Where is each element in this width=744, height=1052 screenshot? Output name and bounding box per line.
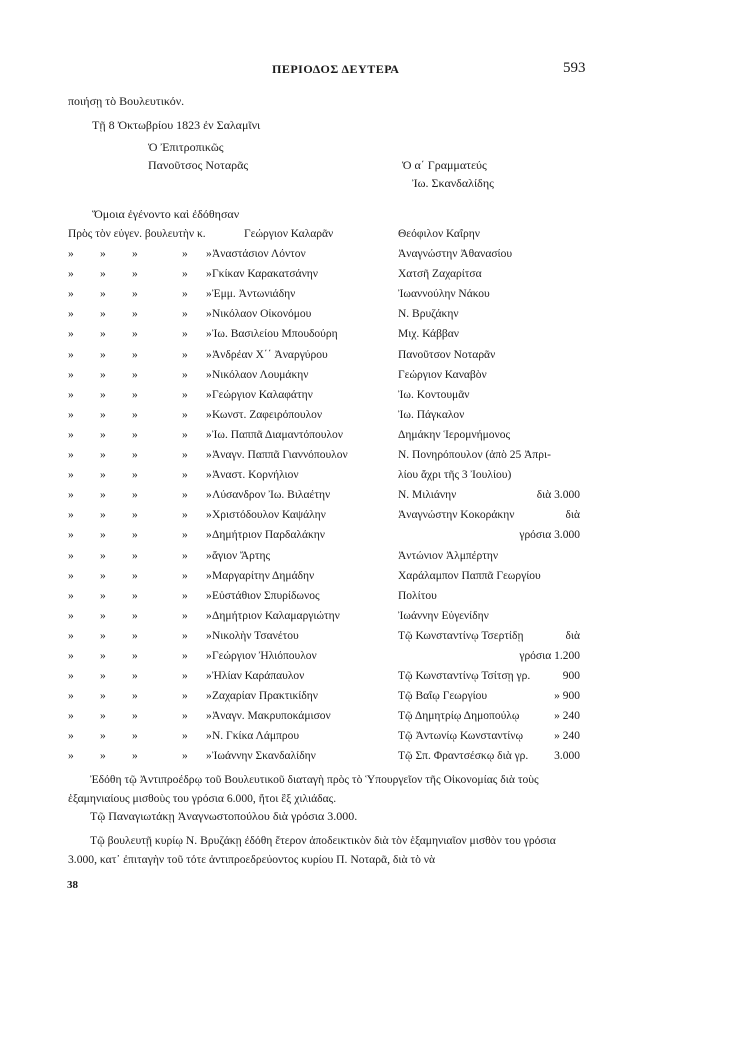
- ditto-mark: »: [206, 288, 212, 301]
- deputy-name: Γεώργιον Καλαφάτην: [212, 388, 313, 401]
- ditto-mark: »: [100, 248, 106, 261]
- recipient-name: Τῷ Σπ. Φραντσέσκῳ διὰ γρ.: [398, 750, 529, 763]
- ditto-mark: »: [132, 690, 138, 703]
- ditto-mark: »: [100, 710, 106, 723]
- ditto-mark: »: [100, 328, 106, 341]
- table-row: [0, 268, 744, 288]
- amount: διὰ: [565, 629, 580, 642]
- ditto-mark: »: [132, 469, 138, 482]
- ditto-mark: »: [206, 368, 212, 381]
- recipient-name: Τῷ Κωνσταντίνῳ Τσερτίδῃ: [398, 629, 524, 642]
- ditto-mark: »: [132, 670, 138, 683]
- deputy-name: Ἀναγν. Παππᾶ Γιαννόπουλον: [212, 449, 348, 462]
- ditto-mark: »: [182, 549, 188, 562]
- ditto-mark: »: [182, 408, 188, 421]
- ditto-mark: »: [206, 649, 212, 662]
- deputy-name: Λύσανδρον Ἰω. Βιλαέτην: [212, 489, 331, 502]
- ditto-mark: »: [182, 529, 188, 542]
- ditto-mark: »: [182, 750, 188, 763]
- deputy-name: Νικόλαον Οἰκονόμου: [212, 308, 312, 321]
- deputy-name: Μαργαρίτην Δημάδην: [212, 569, 315, 582]
- ditto-mark: »: [100, 348, 106, 361]
- ditto-mark: »: [206, 690, 212, 703]
- deputy-name: Ζαχαρίαν Πρακτικίδην: [212, 690, 318, 703]
- ditto-mark: »: [132, 569, 138, 582]
- ditto-mark: »: [100, 368, 106, 381]
- ditto-mark: »: [182, 449, 188, 462]
- ditto-mark: »: [206, 529, 212, 542]
- ditto-mark: »: [182, 469, 188, 482]
- ditto-mark: »: [182, 268, 188, 281]
- ditto-mark: »: [206, 609, 212, 622]
- deputy-name: Ἰω. Παππᾶ Διαμαντόπουλον: [212, 428, 343, 441]
- signature-left-name: Πανοῦτσος Νοταρᾶς: [148, 158, 249, 172]
- table-row: [0, 328, 744, 348]
- ditto-mark: »: [68, 348, 74, 361]
- ditto-mark: »: [100, 509, 106, 522]
- ditto-mark: »: [132, 288, 138, 301]
- ditto-mark: »: [182, 589, 188, 602]
- ditto-mark: »: [206, 509, 212, 522]
- ditto-mark: »: [100, 549, 106, 562]
- ditto-mark: »: [182, 690, 188, 703]
- prefix-text: Πρὸς τὸν εὐγεν. βουλευτὴν κ.: [68, 228, 206, 240]
- ditto-mark: »: [100, 308, 106, 321]
- ditto-mark: »: [100, 629, 106, 642]
- ditto-mark: »: [206, 428, 212, 441]
- ditto-mark: »: [182, 428, 188, 441]
- table-row: [0, 570, 744, 590]
- recipient-name: Μιχ. Κάββαν: [398, 328, 460, 341]
- recipient-name: Τῷ Βαΐῳ Γεωργίου: [398, 690, 488, 703]
- ditto-mark: »: [132, 368, 138, 381]
- recipient-name: Θεόφιλον Καΐρην: [398, 228, 480, 240]
- recipient-name: Ν. Πονηρόπουλον (ἀπὸ 25 Ἀπρι-: [398, 449, 551, 462]
- table-row: [0, 369, 744, 389]
- ditto-mark: »: [132, 268, 138, 281]
- deputy-name: ἅγιον Ἄρτης: [212, 549, 271, 562]
- ditto-mark: »: [100, 469, 106, 482]
- paragraph-vryzakis: Τῷ βουλευτῇ κυρίῳ Ν. Βρυζάκῃ ἐδόθη ἕτερον ἀποδεικτικὸν διὰ τὸν ἑξαμηνιαῖον μισθὸν του γρόσια 3.000, κατ᾿ ἐπιταγὴν τοῦ τότε ἀντιπροεδρεύοντος κυρίου Π. Νοταρᾶ, διὰ τὸ νὰ: [68, 834, 556, 866]
- recipient-name: Γεώργιον Καναβὸν: [398, 368, 487, 381]
- recipient-name: Πανοῦτσον Νοταρᾶν: [398, 348, 496, 361]
- ditto-mark: »: [206, 589, 212, 602]
- ditto-mark: »: [206, 750, 212, 763]
- amount: » 900: [554, 690, 580, 703]
- ditto-mark: »: [182, 489, 188, 502]
- ditto-mark: »: [68, 750, 74, 763]
- ditto-mark: »: [100, 609, 106, 622]
- ditto-mark: »: [132, 428, 138, 441]
- amount: » 240: [554, 730, 580, 743]
- deputy-name: Ἀναγν. Μακρυποκάμισον: [212, 710, 331, 723]
- ditto-mark: »: [100, 529, 106, 542]
- ditto-mark: »: [132, 328, 138, 341]
- ditto-mark: »: [132, 730, 138, 743]
- recipient-name: Ἰωάννην Εὐγενίδην: [398, 609, 489, 622]
- recipient-name: λίου ἄχρι τῆς 3 Ἰουλίου): [398, 469, 512, 482]
- table-row: [0, 429, 744, 449]
- recipient-name: Τῷ Κωνσταντίνῳ Τσίτσῃ γρ.: [398, 670, 531, 683]
- ditto-mark: »: [100, 730, 106, 743]
- table-row: [0, 750, 744, 770]
- ditto-mark: »: [182, 509, 188, 522]
- ditto-mark: »: [68, 549, 74, 562]
- signature-right-name: Ἰω. Σκανδαλίδης: [412, 176, 494, 190]
- ditto-mark: »: [182, 629, 188, 642]
- table-row: [0, 650, 744, 670]
- ditto-mark: »: [182, 368, 188, 381]
- recipient-name: Πολίτου: [398, 589, 437, 602]
- ditto-mark: »: [132, 649, 138, 662]
- table-row: [0, 349, 744, 369]
- ditto-mark: »: [68, 509, 74, 522]
- ditto-mark: »: [206, 469, 212, 482]
- ditto-mark: »: [132, 549, 138, 562]
- amount: γρόσια 1.200: [519, 649, 580, 662]
- table-row: [0, 509, 744, 529]
- amount: 900: [562, 670, 580, 683]
- recipient-name: Ἀναγνώστην Κοκοράκην: [398, 509, 515, 522]
- ditto-mark: »: [68, 730, 74, 743]
- ditto-mark: »: [182, 308, 188, 321]
- ditto-mark: »: [68, 649, 74, 662]
- ditto-mark: »: [132, 589, 138, 602]
- signature-left-role: Ὁ Ἐπιτροπικῶς: [148, 140, 224, 154]
- ditto-mark: »: [182, 670, 188, 683]
- table-row: [0, 529, 744, 549]
- deputy-name: Ἰωάννην Σκανδαλίδην: [212, 750, 316, 763]
- deputy-name: Χριστόδουλον Καψάλην: [212, 509, 326, 522]
- ditto-mark: »: [100, 268, 106, 281]
- deputy-name: Γκίκαν Καρακατσάνην: [212, 268, 318, 281]
- ditto-mark: »: [132, 388, 138, 401]
- ditto-mark: »: [206, 408, 212, 421]
- amount: διὰ 3.000: [536, 489, 580, 502]
- recipient-name: Ἀντώνιον Ἀλμπέρτην: [398, 549, 499, 562]
- ditto-mark: »: [182, 328, 188, 341]
- recipient-name: Ἰωαννούλην Νάκου: [398, 288, 490, 301]
- deputy-name: Ἐμμ. Ἀντωνιάδην: [212, 288, 296, 301]
- ditto-mark: »: [206, 569, 212, 582]
- ditto-mark: »: [100, 670, 106, 683]
- ditto-mark: »: [132, 308, 138, 321]
- ditto-mark: »: [68, 308, 74, 321]
- ditto-mark: »: [132, 449, 138, 462]
- table-row: [0, 730, 744, 750]
- ditto-mark: »: [100, 589, 106, 602]
- recipient-name: Τῷ Ἀντωνίῳ Κωνσταντίνῳ: [398, 730, 524, 743]
- ditto-mark: »: [206, 710, 212, 723]
- ditto-mark: »: [206, 629, 212, 642]
- ditto-mark: »: [68, 408, 74, 421]
- ditto-mark: »: [68, 428, 74, 441]
- recipient-name: Χαράλαμπον Παππᾶ Γεωργίου: [398, 569, 541, 582]
- table-row: [0, 550, 744, 570]
- paragraph-anagnostopoulou: Τῷ Παναγιωτάκῃ Ἀναγνωστοπούλου διὰ γρόσια 3.000.: [90, 809, 358, 823]
- ditto-mark: »: [182, 609, 188, 622]
- table-row: [0, 710, 744, 730]
- ditto-mark: »: [132, 408, 138, 421]
- ditto-mark: »: [182, 730, 188, 743]
- table-row: [0, 630, 744, 650]
- page-header: [0, 62, 744, 82]
- table-row: [0, 610, 744, 630]
- recipient-name: Χατσῆ Ζαχαρίτσα: [398, 268, 482, 281]
- running-title: ΠΕΡΙΟΔΟΣ ΔΕΥΤΕΡΑ: [272, 62, 400, 76]
- amount: » 240: [554, 710, 580, 723]
- ditto-mark: »: [132, 750, 138, 763]
- ditto-mark: »: [100, 690, 106, 703]
- ditto-mark: »: [206, 388, 212, 401]
- deputy-name: Ν. Γκίκα Λάμπρου: [212, 730, 300, 743]
- deputy-name: Ἠλίαν Καράπαυλον: [212, 670, 305, 683]
- ditto-mark: »: [68, 529, 74, 542]
- ditto-mark: »: [132, 489, 138, 502]
- ditto-mark: »: [132, 509, 138, 522]
- ditto-mark: »: [68, 589, 74, 602]
- deputy-name: Νικόλαον Λουμάκην: [212, 368, 309, 381]
- ditto-mark: »: [100, 288, 106, 301]
- ditto-mark: »: [100, 649, 106, 662]
- deputy-name: Ἀναστ. Κορνήλιον: [212, 469, 299, 482]
- ditto-mark: »: [68, 690, 74, 703]
- recipient-name: Ἀναγνώστην Ἀθανασίου: [398, 248, 513, 261]
- ditto-mark: »: [100, 428, 106, 441]
- table-row: [0, 288, 744, 308]
- intro-line: ποιήσῃ τὸ Βουλευτικόν.: [68, 94, 185, 108]
- ditto-mark: »: [206, 670, 212, 683]
- amount: γρόσια 3.000: [519, 529, 580, 542]
- ditto-mark: »: [68, 670, 74, 683]
- recipient-name: Τῷ Δημητρίῳ Δημοπούλῳ: [398, 710, 520, 723]
- ditto-mark: »: [206, 328, 212, 341]
- amount: διὰ: [565, 509, 580, 522]
- deputy-name: Ἀναστάσιον Λόντον: [212, 248, 306, 261]
- ditto-mark: »: [182, 569, 188, 582]
- table-row: [0, 308, 744, 328]
- deputy-name: Εὐστάθιον Σπυρίδωνος: [212, 589, 320, 602]
- ditto-mark: »: [68, 469, 74, 482]
- ditto-mark: »: [182, 248, 188, 261]
- table-row: [0, 449, 744, 469]
- ditto-mark: »: [68, 268, 74, 281]
- table-row: [0, 670, 744, 690]
- ditto-mark: »: [68, 388, 74, 401]
- page-number: 593: [563, 60, 586, 76]
- deputy-name: Ἀνδρέαν Χ΄΄ Ἀναργύρου: [212, 348, 328, 361]
- recipient-name: Ν. Βρυζάκην: [398, 308, 459, 321]
- ditto-mark: »: [206, 248, 212, 261]
- ditto-mark: »: [132, 629, 138, 642]
- table-row: [0, 389, 744, 409]
- deputy-name: Δημήτριον Παρδαλάκην: [212, 529, 325, 542]
- ditto-mark: »: [68, 629, 74, 642]
- ditto-mark: »: [100, 449, 106, 462]
- deputy-name: Γεώργιον Ἠλιόπουλον: [212, 649, 317, 662]
- deputy-name: Νικολὴν Τσανέτου: [212, 629, 299, 642]
- ditto-mark: »: [132, 348, 138, 361]
- ditto-mark: »: [182, 710, 188, 723]
- ditto-mark: »: [182, 288, 188, 301]
- ditto-mark: »: [206, 489, 212, 502]
- ditto-mark: »: [206, 449, 212, 462]
- ditto-mark: »: [206, 308, 212, 321]
- amount: 3.000: [554, 750, 580, 763]
- ditto-mark: »: [68, 710, 74, 723]
- ditto-mark: »: [206, 730, 212, 743]
- ditto-mark: »: [182, 649, 188, 662]
- table-row: [0, 228, 744, 248]
- ditto-mark: »: [68, 248, 74, 261]
- table-row: [0, 409, 744, 429]
- table-row: [0, 690, 744, 710]
- deputy-name: Κωνστ. Ζαφειρόπουλον: [212, 408, 323, 421]
- recipient-name: Ἰω. Πάγκαλον: [398, 408, 465, 421]
- recipient-name: Δημάκην Ἱερομνήμονος: [398, 428, 511, 441]
- ditto-mark: »: [132, 529, 138, 542]
- ditto-mark: »: [132, 248, 138, 261]
- list-intro: Ὅμοια ἐγένοντο καὶ ἐδόθησαν: [92, 207, 240, 221]
- ditto-mark: »: [100, 408, 106, 421]
- ditto-mark: »: [182, 348, 188, 361]
- signature-right-role: Ὁ α΄ Γραμματεύς: [402, 158, 487, 172]
- recipient-name: Ἰω. Κοντουμᾶν: [398, 388, 470, 401]
- recipient-name: Ν. Μιλιάνην: [398, 489, 457, 502]
- paragraph-vice-president: Ἐδόθη τῷ Ἀντιπροέδρῳ τοῦ Βουλευτικοῦ διαταγὴ πρὸς τὸ Ὑπουργεῖον τῆς Οἰκονομίας διὰ τοὺς ἑξαμηνιαίους μισθοὺς του γρόσια 6.000, ἤτοι ἓξ χιλιάδας.: [68, 773, 539, 805]
- date-line: Τῇ 8 Ὀκτωβρίου 1823 ἐν Σαλαμῖνι: [92, 118, 261, 132]
- ditto-mark: »: [132, 710, 138, 723]
- ditto-mark: »: [68, 609, 74, 622]
- ditto-mark: »: [68, 489, 74, 502]
- ditto-mark: »: [100, 388, 106, 401]
- signature-mark: 38: [67, 879, 78, 891]
- distribution-table: [0, 228, 744, 771]
- ditto-mark: »: [132, 609, 138, 622]
- ditto-mark: »: [68, 449, 74, 462]
- ditto-mark: »: [206, 348, 212, 361]
- ditto-mark: »: [100, 569, 106, 582]
- ditto-mark: »: [100, 489, 106, 502]
- ditto-mark: »: [206, 268, 212, 281]
- table-row: [0, 469, 744, 489]
- deputy-name: Γεώργιον Καλαρᾶν: [244, 228, 334, 240]
- ditto-mark: »: [68, 569, 74, 582]
- deputy-name: Δημήτριον Καλαμαργιώτην: [212, 609, 340, 622]
- ditto-mark: »: [68, 368, 74, 381]
- table-row: [0, 590, 744, 610]
- ditto-mark: »: [206, 549, 212, 562]
- table-row: [0, 248, 744, 268]
- deputy-name: Ἰω. Βασιλείου Μπουδούρη: [212, 328, 338, 341]
- table-row: [0, 489, 744, 509]
- ditto-mark: »: [100, 750, 106, 763]
- ditto-mark: »: [68, 328, 74, 341]
- ditto-mark: »: [68, 288, 74, 301]
- ditto-mark: »: [182, 388, 188, 401]
